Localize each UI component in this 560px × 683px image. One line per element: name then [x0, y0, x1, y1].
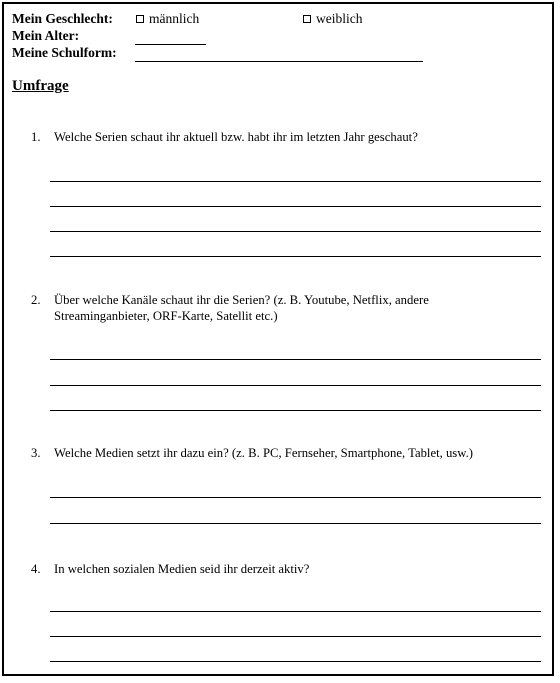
question-2-text-line1: Über welche Kanäle schaut ihr die Serien? (z. B. Youtube, Netflix, andere: [54, 293, 429, 307]
answer-line[interactable]: [50, 523, 541, 524]
question-1-text: Welche Serien schaut ihr aktuell bzw. habt ihr im letzten Jahr geschaut?: [54, 130, 418, 144]
answer-line[interactable]: [50, 661, 541, 662]
age-field[interactable]: [135, 44, 206, 45]
answer-line[interactable]: [50, 181, 541, 182]
question-3-number: 3.: [31, 446, 41, 460]
checkbox-male[interactable]: [136, 15, 144, 23]
question-4-number: 4.: [31, 562, 41, 576]
answer-line[interactable]: [50, 636, 541, 637]
school-label: Meine Schulform:: [12, 45, 117, 60]
gender-label: Mein Geschlecht:: [12, 11, 113, 26]
page-title: Umfrage: [12, 78, 69, 94]
gender-option-female-label: weiblich: [316, 11, 363, 26]
answer-line[interactable]: [50, 385, 541, 386]
answer-line[interactable]: [50, 206, 541, 207]
answer-line[interactable]: [50, 231, 541, 232]
answer-line[interactable]: [50, 410, 541, 411]
answer-line[interactable]: [50, 359, 541, 360]
question-1-number: 1.: [31, 130, 41, 144]
gender-option-male-label: männlich: [149, 11, 200, 26]
question-4-text: In welchen sozialen Medien seid ihr derzeit aktiv?: [54, 562, 310, 576]
question-2-text-line2: Streaminganbieter, ORF-Karte, Satellit etc.): [54, 309, 278, 323]
gender-option-female[interactable]: [303, 11, 363, 27]
answer-line[interactable]: [50, 611, 541, 612]
age-label: Mein Alter:: [12, 28, 80, 43]
answer-line[interactable]: [50, 256, 541, 257]
school-field[interactable]: [135, 61, 423, 62]
answer-line[interactable]: [50, 497, 541, 498]
gender-option-male[interactable]: [136, 11, 199, 27]
question-3-text: Welche Medien setzt ihr dazu ein? (z. B. PC, Fernseher, Smartphone, Tablet, usw.): [54, 446, 473, 460]
question-2-number: 2.: [31, 293, 41, 307]
checkbox-female[interactable]: [303, 15, 311, 23]
